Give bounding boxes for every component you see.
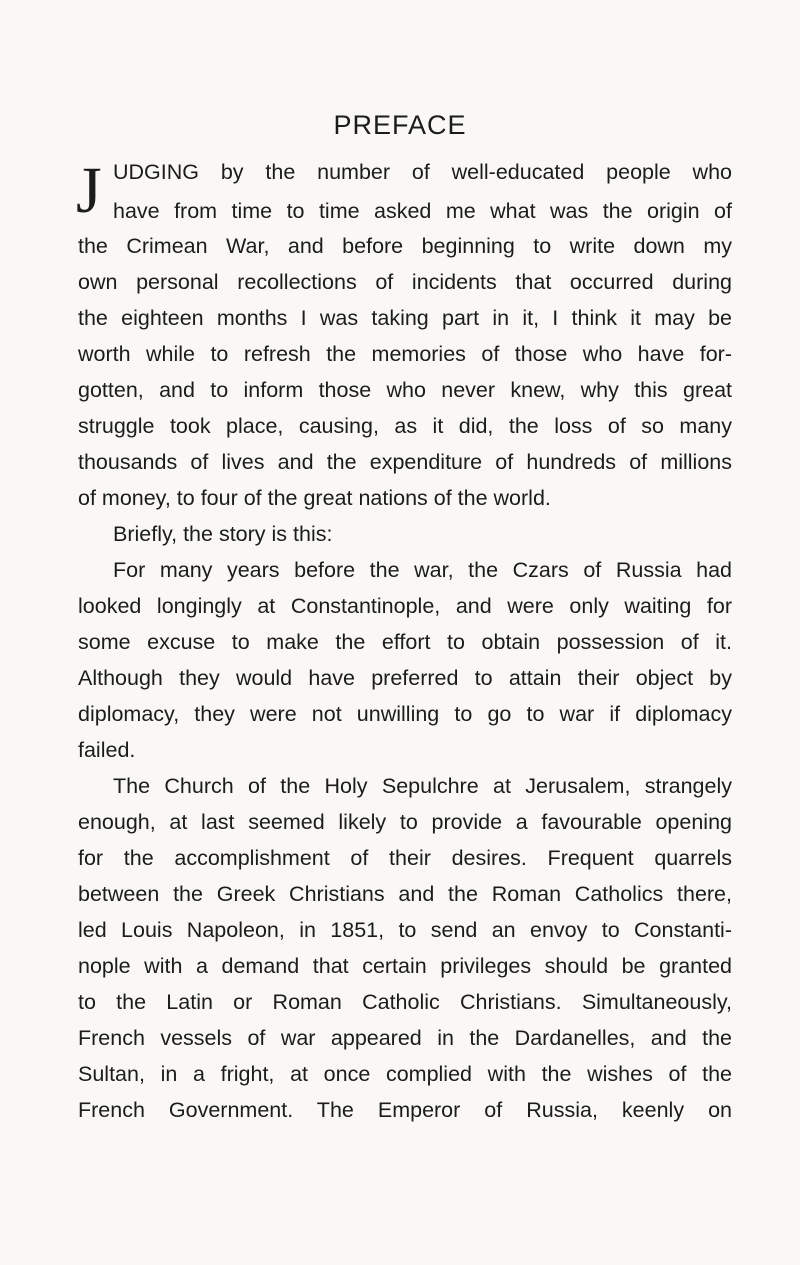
text-line: looked longingly at Constantinople, and were only waiting for: [78, 594, 732, 618]
text-line: gotten, and to inform those who never knew, why this great: [78, 378, 732, 402]
text-line: diplomacy, they were not unwilling to go to war if diplomacy: [78, 702, 732, 726]
text-line: The Church of the Holy Sepulchre at Jerusalem, strangely: [113, 774, 732, 798]
drop-cap: J: [76, 154, 102, 227]
text-line: struggle took place, causing, as it did, the loss of so many: [78, 414, 732, 438]
text-line: to the Latin or Roman Catholic Christians. Simultaneously,: [78, 990, 732, 1014]
text-line: led Louis Napoleon, in 1851, to send an envoy to Constanti-: [78, 918, 732, 942]
text-line: the Crimean War, and before beginning to write down my: [78, 234, 732, 258]
text-line: worth while to refresh the memories of those who have for-: [78, 342, 732, 366]
text-line: Briefly, the story is this:: [113, 522, 333, 546]
text-line: nople with a demand that certain privileges should be granted: [78, 954, 732, 978]
text-line: for the accomplishment of their desires. Frequent quarrels: [78, 846, 732, 870]
text-line: of money, to four of the great nations of the world.: [78, 486, 551, 510]
text-line: French vessels of war appeared in the Dardanelles, and the: [78, 1026, 732, 1050]
text-line: have from time to time asked me what was the origin of: [113, 199, 732, 223]
text-line: Although they would have preferred to attain their object by: [78, 666, 732, 690]
text-line: failed.: [78, 738, 136, 762]
text-line: some excuse to make the effort to obtain possession of it.: [78, 630, 732, 654]
text-line: between the Greek Christians and the Roman Catholics there,: [78, 882, 732, 906]
text-line: enough, at last seemed likely to provide a favourable opening: [78, 810, 732, 834]
text-line: the eighteen months I was taking part in it, I think it may be: [78, 306, 732, 330]
text-line: thousands of lives and the expenditure of hundreds of millions: [78, 450, 732, 474]
text-line: For many years before the war, the Czars of Russia had: [113, 558, 732, 582]
text-line: French Government. The Emperor of Russia, keenly on: [78, 1098, 732, 1122]
text-line: Sultan, in a fright, at once complied with the wishes of the: [78, 1062, 732, 1086]
text-line: UDGING by the number of well-educated people who: [113, 160, 732, 184]
text-line: own personal recollections of incidents that occurred during: [78, 270, 732, 294]
page-title: PREFACE: [333, 110, 467, 140]
